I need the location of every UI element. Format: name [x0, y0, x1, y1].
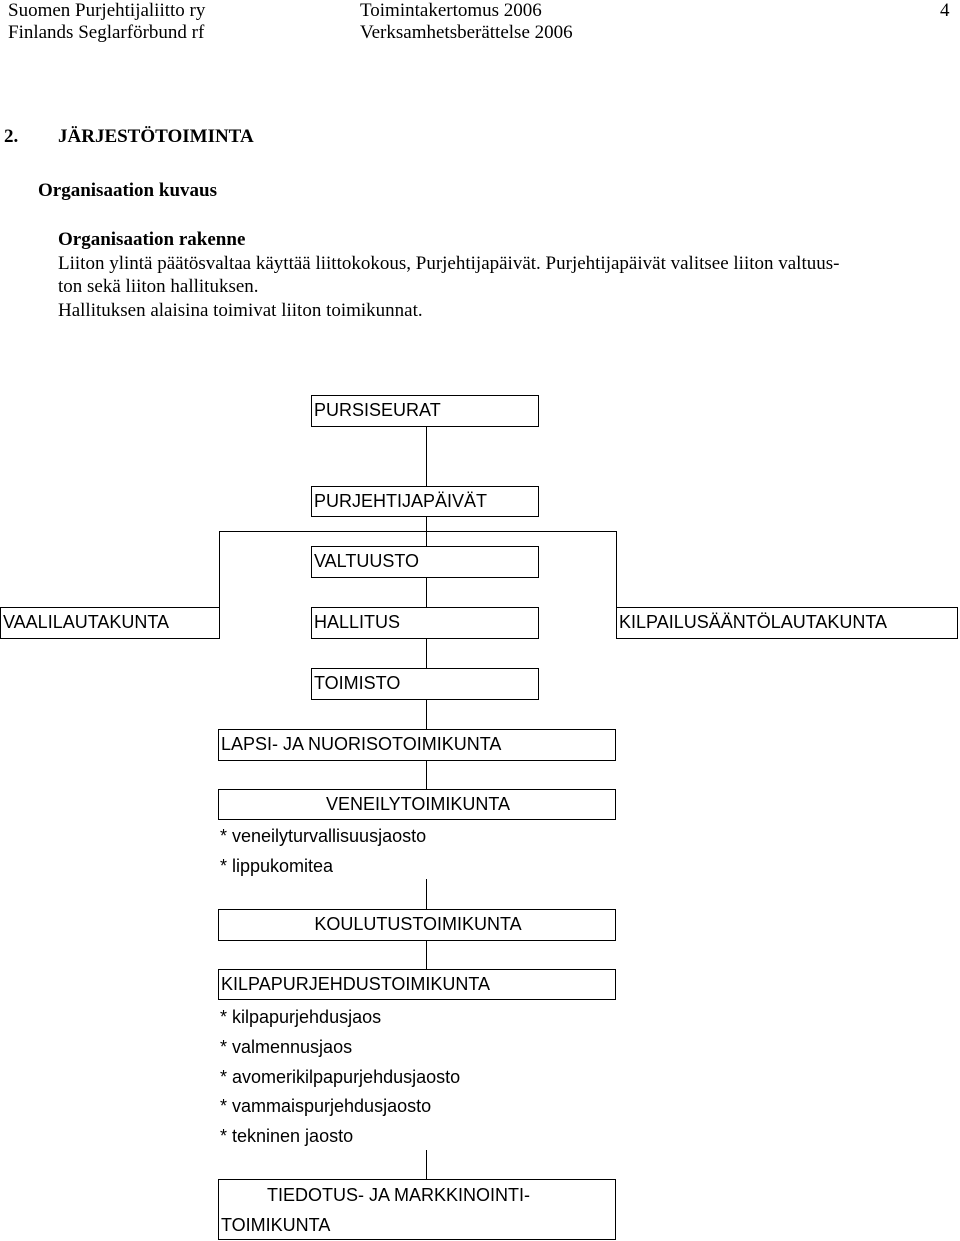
veneily-subitem: * veneilyturvallisuusjaosto	[220, 826, 427, 846]
kilpapurjehdus-subitem: * vammaispurjehdusjaosto	[220, 1096, 432, 1116]
connector-line	[426, 760, 427, 789]
connector-line	[426, 879, 427, 909]
header-report-fi: Toimintakertomus 2006	[360, 0, 542, 21]
kilpapurjehdus-subitem: * avomerikilpapurjehdusjaosto	[220, 1067, 461, 1087]
connector-line	[426, 577, 427, 607]
connector-line	[426, 638, 427, 668]
section-sub-subtitle: Organisaation rakenne	[58, 229, 246, 250]
box-kilpailusaantolautakunta: KILPAILUSÄÄNTÖLAUTAKUNTA	[616, 607, 958, 639]
kilpapurjehdus-subitem: * tekninen jaosto	[220, 1126, 354, 1146]
paragraph-line: Liiton ylintä päätösvaltaa käyttää liittokokous, Purjehtijapäivät. Purjehtijapäivät valitsee liiton valtuus-	[58, 253, 840, 274]
box-hallitus: HALLITUS	[311, 607, 539, 639]
connector-line	[426, 1150, 427, 1179]
connector-line	[426, 940, 427, 969]
header-org-fi: Suomen Purjehtijaliitto ry	[8, 0, 206, 21]
box-purjehtijapaivat: PURJEHTIJAPÄIVÄT	[311, 486, 539, 517]
box-kilpapurjehdustoimikunta: KILPAPURJEHDUSTOIMIKUNTA	[218, 969, 616, 1000]
section-number: 2.	[4, 126, 19, 147]
box-valtuusto: VALTUUSTO	[311, 546, 539, 578]
kilpapurjehdus-subitem: * valmennusjaos	[220, 1037, 353, 1057]
box-tiedotus-line1: TIEDOTUS- JA MARKKINOINTI-	[267, 1185, 531, 1205]
connector-line	[426, 426, 427, 486]
box-toimisto: TOIMISTO	[311, 668, 539, 700]
connector-line	[219, 531, 427, 532]
box-koulutustoimikunta: KOULUTUSTOIMIKUNTA	[218, 909, 616, 941]
box-pursiseurat: PURSISEURAT	[311, 395, 539, 427]
connector-line	[219, 531, 220, 607]
connector-line	[616, 531, 617, 607]
connector-line	[426, 531, 617, 532]
box-lapsi-nuoriso: LAPSI- JA NUORISOTOIMIKUNTA	[218, 729, 616, 761]
header-report-sv: Verksamhetsberättelse 2006	[360, 22, 573, 43]
header-org-sv: Finlands Seglarförbund rf	[8, 22, 205, 43]
box-veneilytoimikunta: VENEILYTOIMIKUNTA	[218, 789, 616, 820]
connector-line	[426, 699, 427, 729]
paragraph-line: ton sekä liiton hallituksen.	[58, 276, 259, 297]
section-title: JÄRJESTÖTOIMINTA	[58, 126, 254, 147]
paragraph-line: Hallituksen alaisina toimivat liiton toimikunnat.	[58, 300, 423, 321]
section-subtitle: Organisaation kuvaus	[38, 180, 217, 201]
page-number: 4	[940, 0, 950, 21]
box-tiedotus-line2: TOIMIKUNTA	[221, 1215, 331, 1235]
box-tiedotus-markkinointi	[218, 1179, 616, 1240]
box-vaalilautakunta: VAALILAUTAKUNTA	[0, 607, 220, 639]
kilpapurjehdus-subitem: * kilpapurjehdusjaos	[220, 1007, 382, 1027]
veneily-subitem: * lippukomitea	[220, 856, 334, 876]
